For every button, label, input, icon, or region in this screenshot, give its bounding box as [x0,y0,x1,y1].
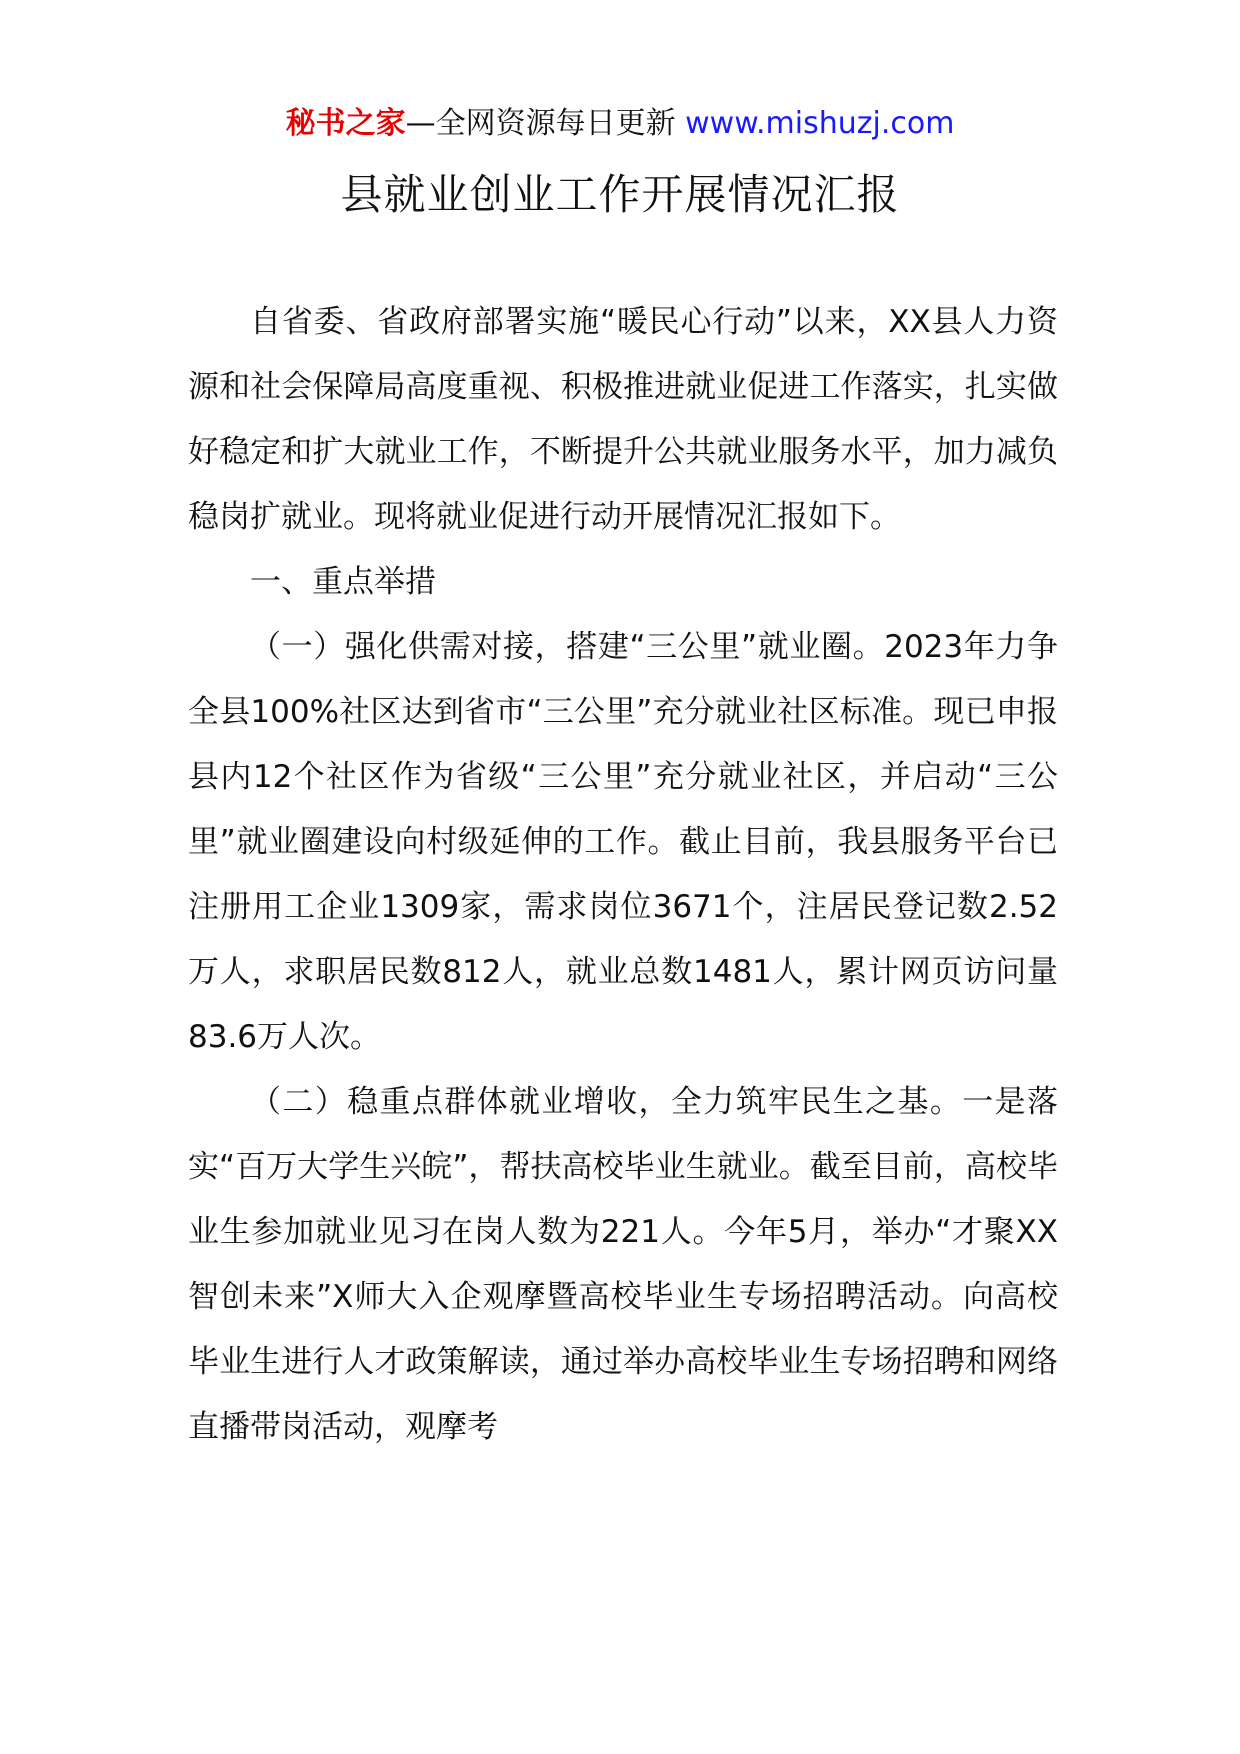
document-title: 县就业创业工作开展情况汇报 [340,170,900,219]
paragraph-intro: 自省委、省政府部署实施“暖民心行动”以来，XX县人力资源和社会保障局高度重视、积极推进就业促进工作落实，扎实做好稳定和扩大就业工作，不断提升公共就业服务水平，加力减负稳岗扩就业。现将就业促进行动开展情况汇报如下。 [188,304,1058,535]
section-heading-key-measures: 一、重点举措 [250,564,436,600]
paragraph-supply-demand: （一）强化供需对接，搭建“三公里”就业圈。2023年力争全县100%社区达到省市“三公里”充分就业社区标准。现已申报县内12个社区作为省级“三公里”充分就业社区，并启动“三公里”就业圈建设向村级延伸的工作。截止目前，我县服务平台已注册用工企业1309家，需求岗位3671个，注居民登记数2.52万人，求职居民数812人，就业总数1481人，累计网页访问量83.6万人次。 [188,629,1058,1055]
document-body [188,290,1058,1460]
site-url-link[interactable]: www.mishuzj.com [685,106,955,141]
site-header [0,102,1240,146]
paragraph-key-groups: （二）稳重点群体就业增收，全力筑牢民生之基。一是落实“百万大学生兴皖”，帮扶高校毕业生就业。截至目前，高校毕业生参加就业见习在岗人数为221人。今年5月，举办“才聚XX智创未来”X师大入企观摩暨高校毕业生专场招聘活动。向高校毕业生进行人才政策解读，通过举办高校毕业生专场招聘和网络直播带岗活动，观摩考 [188,1084,1058,1445]
site-brand: 秘书之家 [285,106,406,141]
site-tagline: —全网资源每日更新 [405,106,686,141]
